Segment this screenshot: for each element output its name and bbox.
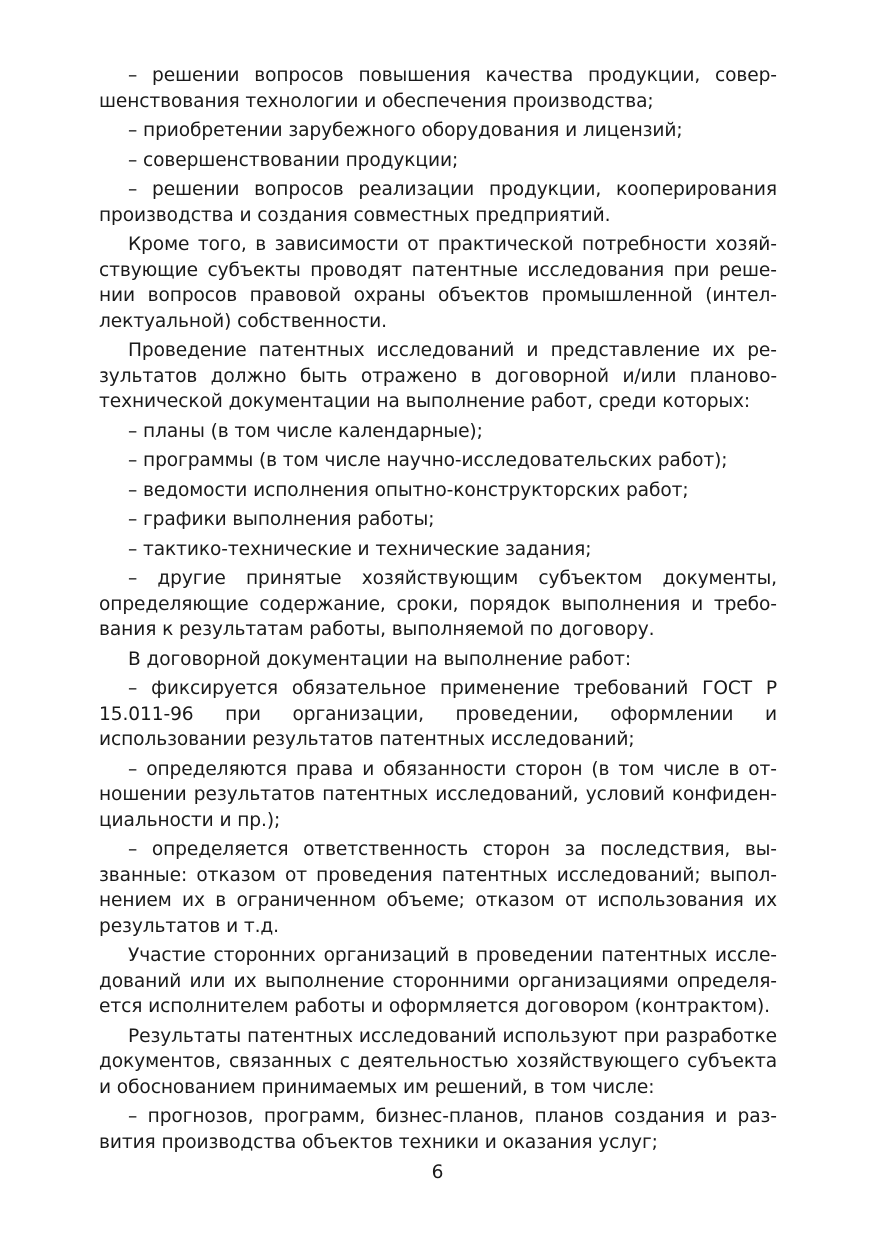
- paragraph: Результаты патентных исследований используют при разработке документов, связанных с деятельностью хозяйствующего субъекта и обоснованием принимаемых им решений, в том числе:: [99, 1025, 777, 1098]
- paragraph: – решении вопросов повышения качества продукции, совершенствования технологии и обеспечения производства;: [99, 65, 777, 112]
- paragraph: – определяются права и обязанности сторон (в том числе в отношении результатов патентных исследований, условий конфиденциальности и пр.);: [99, 758, 777, 831]
- paragraph: Кроме того, в зависимости от практической потребности хозяйствующие субъекты проводят патентные исследования при решении вопросов правовой охраны объектов промышленной (интеллектуальной) собственности.: [99, 234, 777, 332]
- paragraph: Проведение патентных исследований и представление их результатов должно быть отражено в договорной и/или планово-технической документации на выполнение работ, среди которых:: [99, 340, 777, 412]
- paragraph: – графики выполнения работы;: [128, 509, 435, 530]
- paragraph: – прогнозов, программ, бизнес-планов, планов создания и развития производства объектов техники и оказания услуг;: [99, 1106, 777, 1153]
- paragraph: – определяется ответственность сторон за последствия, вызванные: отказом от проведения патентных исследований; выполнением их в ограниченном объеме; отказом от использования их результатов и т.д.: [99, 839, 777, 937]
- paragraph: Участие сторонних организаций в проведении патентных исследований или их выполнение сторонними организациями определяется исполнителем работы и оформляется договором (контрактом).: [99, 945, 777, 1017]
- page-number: 6: [431, 1162, 444, 1183]
- paragraph: – планы (в том числе календарные);: [128, 420, 483, 442]
- paragraph: – фиксируется обязательное применение требований ГОСТ Р 15.011-96 при организации, проведении, оформлении и использовании результатов патентных исследований;: [99, 678, 777, 750]
- paragraph: – программы (в том числе научно-исследовательских работ);: [128, 450, 728, 471]
- paragraph: – совершенствовании продукции;: [128, 149, 459, 171]
- paragraph: В договорной документации на выполнение работ:: [128, 648, 631, 670]
- paragraph: – ведомости исполнения опытно-конструкторских работ;: [128, 479, 689, 501]
- paragraph: – приобретении зарубежного оборудования и лицензий;: [128, 120, 683, 141]
- page-body: [99, 63, 777, 1159]
- paragraph: – тактико-технические и технические задания;: [128, 538, 592, 560]
- paragraph: – другие принятые хозяйствующим субъектом документы, определяющие содержание, сроки, порядок выполнения и требования к результатам работы, выполняемой по договору.: [99, 568, 777, 640]
- paragraph: – решении вопросов реализации продукции, кооперирования производства и создания совместных предприятий.: [99, 179, 777, 226]
